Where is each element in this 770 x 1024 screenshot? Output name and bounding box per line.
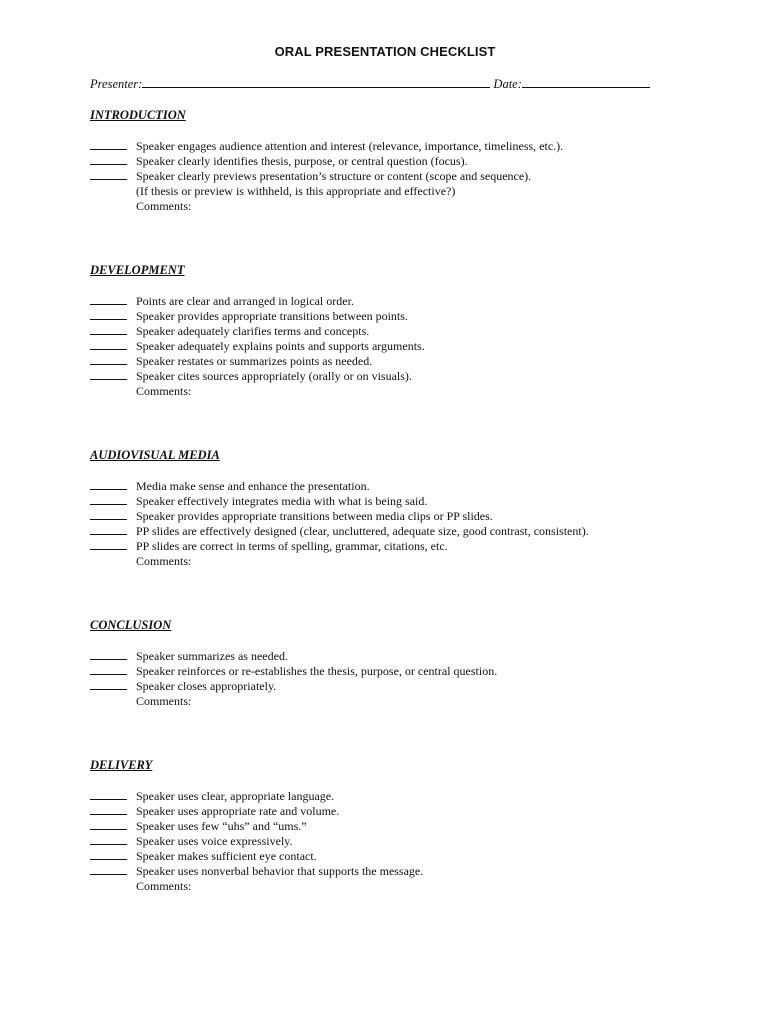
section-heading: CONCLUSION [90,618,172,632]
section-development [90,263,730,399]
presenter-label: Presenter: [90,77,143,91]
checklist-item: Speaker cites sources appropriately (orally or on visuals). [90,369,730,384]
checklist-item: Points are clear and arranged in logical order. [90,294,730,309]
check-blank[interactable] [90,664,127,675]
section-heading: DELIVERY [90,758,153,772]
checklist-item: PP slides are effectively designed (clear, uncluttered, adequate size, good contrast, consistent). [90,524,730,539]
checklist-item: Speaker uses voice expressively. [90,834,730,849]
section-conclusion [90,618,730,709]
section-heading: AUDIOVISUAL MEDIA [90,448,220,462]
check-blank[interactable] [90,834,127,845]
check-blank[interactable] [90,139,127,150]
checklist-item: Speaker uses appropriate rate and volume. [90,804,730,819]
page-title: ORAL PRESENTATION CHECKLIST [274,44,496,59]
header-row [90,76,650,92]
check-blank[interactable] [90,849,127,860]
section-introduction [90,108,730,214]
checklist-item: Speaker clearly previews presentation’s structure or content (scope and sequence). [90,169,730,184]
checklist-item: Speaker uses few “uhs” and “ums.” [90,819,730,834]
check-blank[interactable] [90,354,127,365]
checklist-item: Media make sense and enhance the presentation. [90,479,730,494]
check-blank[interactable] [90,479,127,490]
checklist-item: Speaker uses clear, appropriate language. [90,789,730,804]
checklist-item: Speaker makes sufficient eye contact. [90,849,730,864]
checklist-item: Speaker closes appropriately. [90,679,730,694]
checklist-item: Speaker engages audience attention and interest (relevance, importance, timeliness, etc.). [90,139,730,154]
check-blank[interactable] [90,369,127,380]
check-blank[interactable] [90,154,127,165]
date-field[interactable] [522,76,650,88]
checklist-item: Speaker restates or summarizes points as needed. [90,354,730,369]
comments-label: Comments: [136,694,192,708]
checklist-item: Speaker summarizes as needed. [90,649,730,664]
checklist-item: Speaker adequately clarifies terms and concepts. [90,324,730,339]
checklist-item: Speaker reinforces or re-establishes the thesis, purpose, or central question. [90,664,730,679]
check-blank[interactable] [90,539,127,550]
section-heading: DEVELOPMENT [90,263,185,277]
checklist-item: Speaker clearly identifies thesis, purpose, or central question (focus). [90,154,730,169]
date-label: Date: [493,77,522,91]
comments-label: Comments: [136,384,192,398]
check-blank[interactable] [90,819,127,830]
check-blank[interactable] [90,169,127,180]
checklist-item: Speaker adequately explains points and supports arguments. [90,339,730,354]
check-blank[interactable] [90,804,127,815]
check-blank[interactable] [90,324,127,335]
comments-label: Comments: [136,879,192,893]
check-blank[interactable] [90,309,127,320]
check-blank[interactable] [90,339,127,350]
check-blank[interactable] [90,524,127,535]
check-blank[interactable] [90,864,127,875]
section-heading: INTRODUCTION [90,108,186,122]
check-blank[interactable] [90,679,127,690]
check-blank[interactable] [90,789,127,800]
check-blank[interactable] [90,494,127,505]
checklist-item: Speaker provides appropriate transitions between media clips or PP slides. [90,509,730,524]
section-audiovisual-media [90,448,730,569]
check-blank[interactable] [90,509,127,520]
checklist-item: PP slides are correct in terms of spelling, grammar, citations, etc. [90,539,730,554]
checklist-item: Speaker provides appropriate transitions between points. [90,309,730,324]
section-delivery [90,758,730,894]
checklist-item: Speaker effectively integrates media with what is being said. [90,494,730,509]
comments-label: Comments: [136,199,192,213]
comments-label: Comments: [136,554,192,568]
check-blank[interactable] [90,294,127,305]
item-note: (If thesis or preview is withheld, is this appropriate and effective?) [136,184,456,198]
checklist-item: Speaker uses nonverbal behavior that supports the message. [90,864,730,879]
presenter-field[interactable] [142,76,490,88]
check-blank[interactable] [90,649,127,660]
